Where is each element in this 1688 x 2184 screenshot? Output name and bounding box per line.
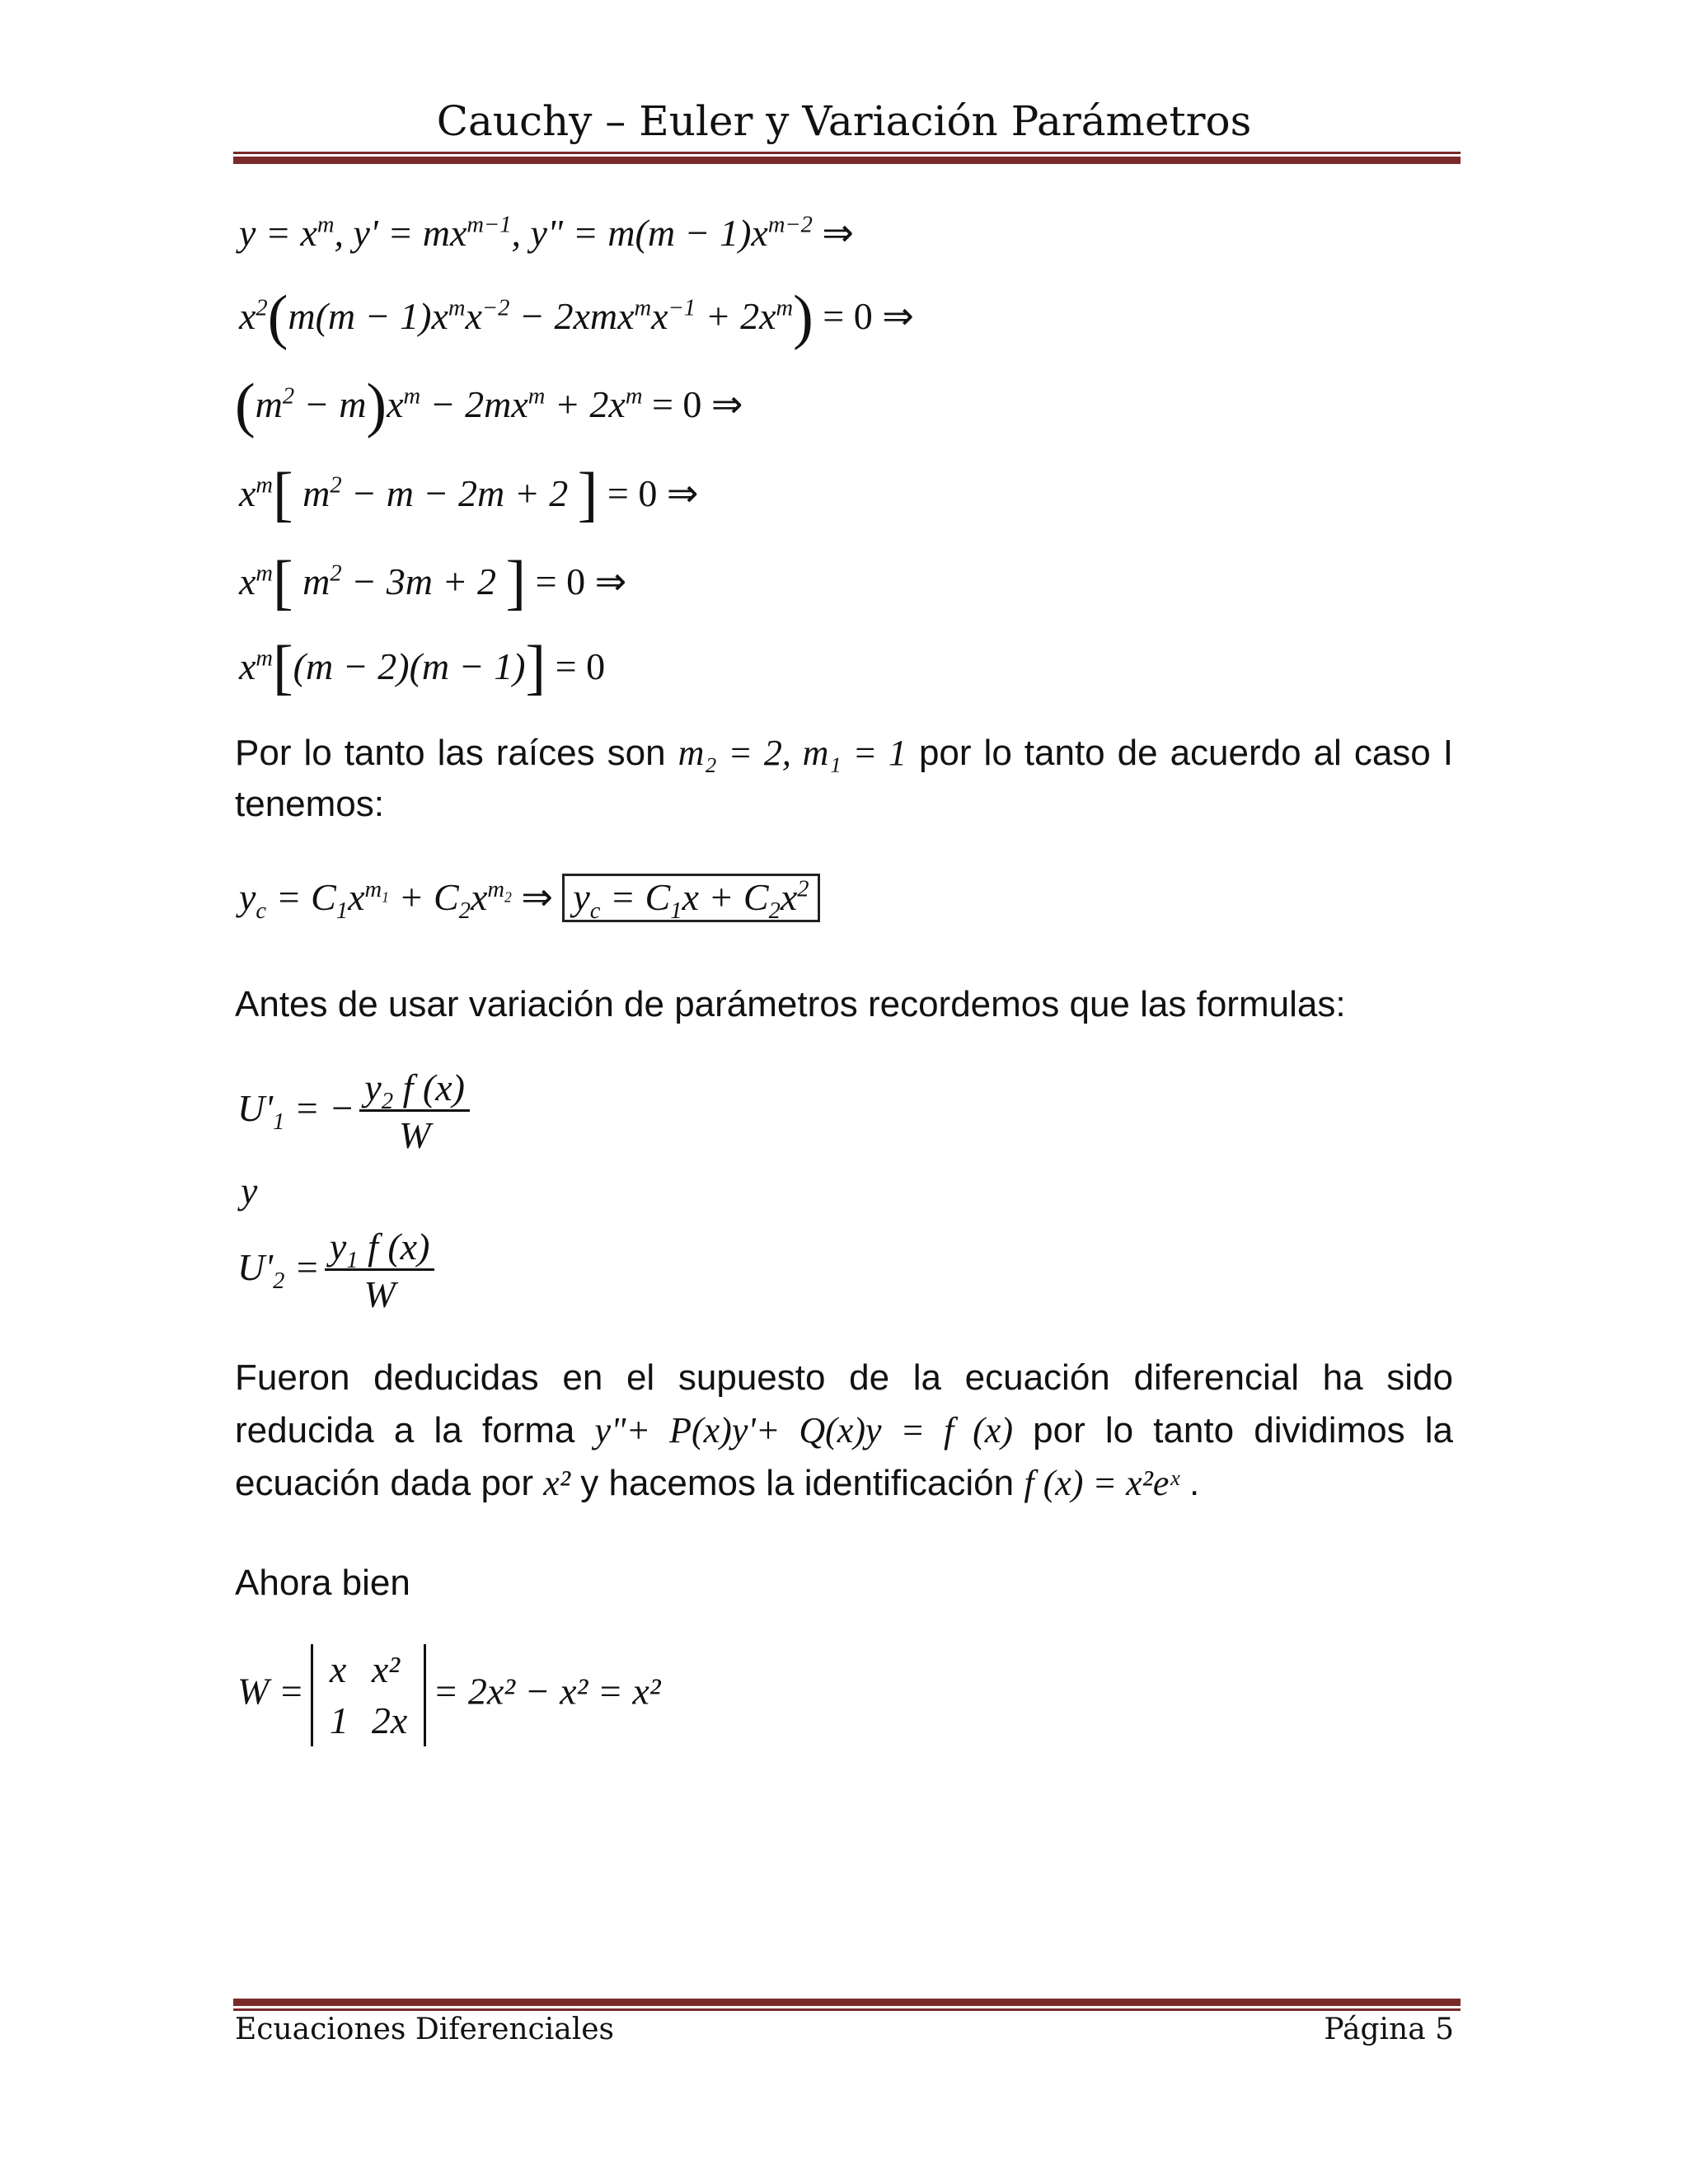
wronskian-label: W = [237, 1670, 304, 1713]
derivation-line-1: $y = x^m$, $y' = mx^{m-1}$, y" = $m(m - 1)x^{m-2}$ ⇒ [239, 212, 854, 254]
u2-label: $U'_2$ = [237, 1245, 320, 1294]
wronskian-result: = 2x² − x² = x² [433, 1670, 661, 1713]
ahora-paragraph: Ahora bien [235, 1563, 410, 1603]
u2-fraction: $\frac{y_1 f (x)}{W}$ [325, 1226, 435, 1315]
derivation-line-5: $x^m$[ $m^2 - 3m + 2$ ] = 0 ⇒ [239, 549, 627, 616]
det-cell-21: 1 [329, 1699, 349, 1741]
fueron-text-3: y hacemos la identificación [580, 1463, 1015, 1503]
u1-formula [237, 1067, 470, 1156]
fueron-end: . [1189, 1463, 1200, 1503]
fueron-equation: y"+ P(x)y'+ Q(x)y = f (x) [594, 1410, 1013, 1451]
det-cell-11: x [329, 1648, 347, 1690]
fueron-text-1: Fueron deducidas en el supuesto de la ecuación diferencial ha sido reducida a la forma [235, 1357, 1453, 1451]
footer-page-number: Página 5 [1324, 2013, 1454, 2046]
conjunction-y: y [241, 1169, 258, 1212]
fueron-text-2: por lo tanto dividimos la ecuación dada por [235, 1410, 1453, 1503]
yc-boxed-result: $y_c = C_1x + C_2x^2$ [562, 874, 819, 922]
u2-formula [237, 1226, 434, 1315]
roots-text-2: por lo tanto de acuerdo al caso I tenemos: [235, 733, 1453, 824]
roots-paragraph [235, 728, 1453, 830]
det-cell-12: x² [371, 1648, 401, 1690]
page-header-title: Cauchy – Euler y Variación Parámetros [436, 97, 1252, 145]
footer-rule-thick [233, 1999, 1461, 2006]
roots-math: m₂ = 2, m₁ = 1 [678, 733, 907, 773]
wronskian-formula [237, 1644, 661, 1746]
roots-text-1: Por lo tanto las raíces son [235, 733, 666, 773]
fueron-x-squared: x² [543, 1463, 571, 1503]
derivation-line-4: $x^m$[ $m^2 - m - 2m + 2$ ] = 0 ⇒ [239, 461, 699, 528]
wronskian-determinant [311, 1644, 426, 1746]
header-rule-thin [233, 152, 1461, 154]
u1-label: $U'_1$ = − [237, 1086, 355, 1135]
derivation-line-2: $x^2(m(m - 1)x^mx^{-2} - 2xmx^mx^{-1} + 2x^m) = 0$ ⇒ [239, 284, 914, 351]
header-rule-thick [233, 157, 1461, 164]
antes-paragraph: Antes de usar variación de parámetros recordemos que las formulas: [235, 984, 1346, 1024]
fueron-paragraph [235, 1352, 1453, 1510]
det-cell-22: 2x [371, 1699, 408, 1741]
derivation-line-3: $(m^2 - m)x^m - 2mx^m + 2x^m = 0$ ⇒ [235, 372, 743, 439]
footer-rule-thin [233, 2008, 1461, 2011]
footer-course-title: Ecuaciones Diferenciales [235, 2013, 614, 2046]
yc-equation: $y_c = C_1x^{m_1} + C_2x^{m_2}$ ⇒ $y_c = C_1x + C_2x^2$ [239, 874, 820, 922]
fueron-fx: f (x) = x²eˣ [1024, 1463, 1179, 1503]
derivation-line-6: $x^m[(m - 2)(m - 1)] = 0$ [239, 634, 606, 701]
u1-fraction: $\frac{y_2 f (x)}{W}$ [359, 1067, 470, 1156]
